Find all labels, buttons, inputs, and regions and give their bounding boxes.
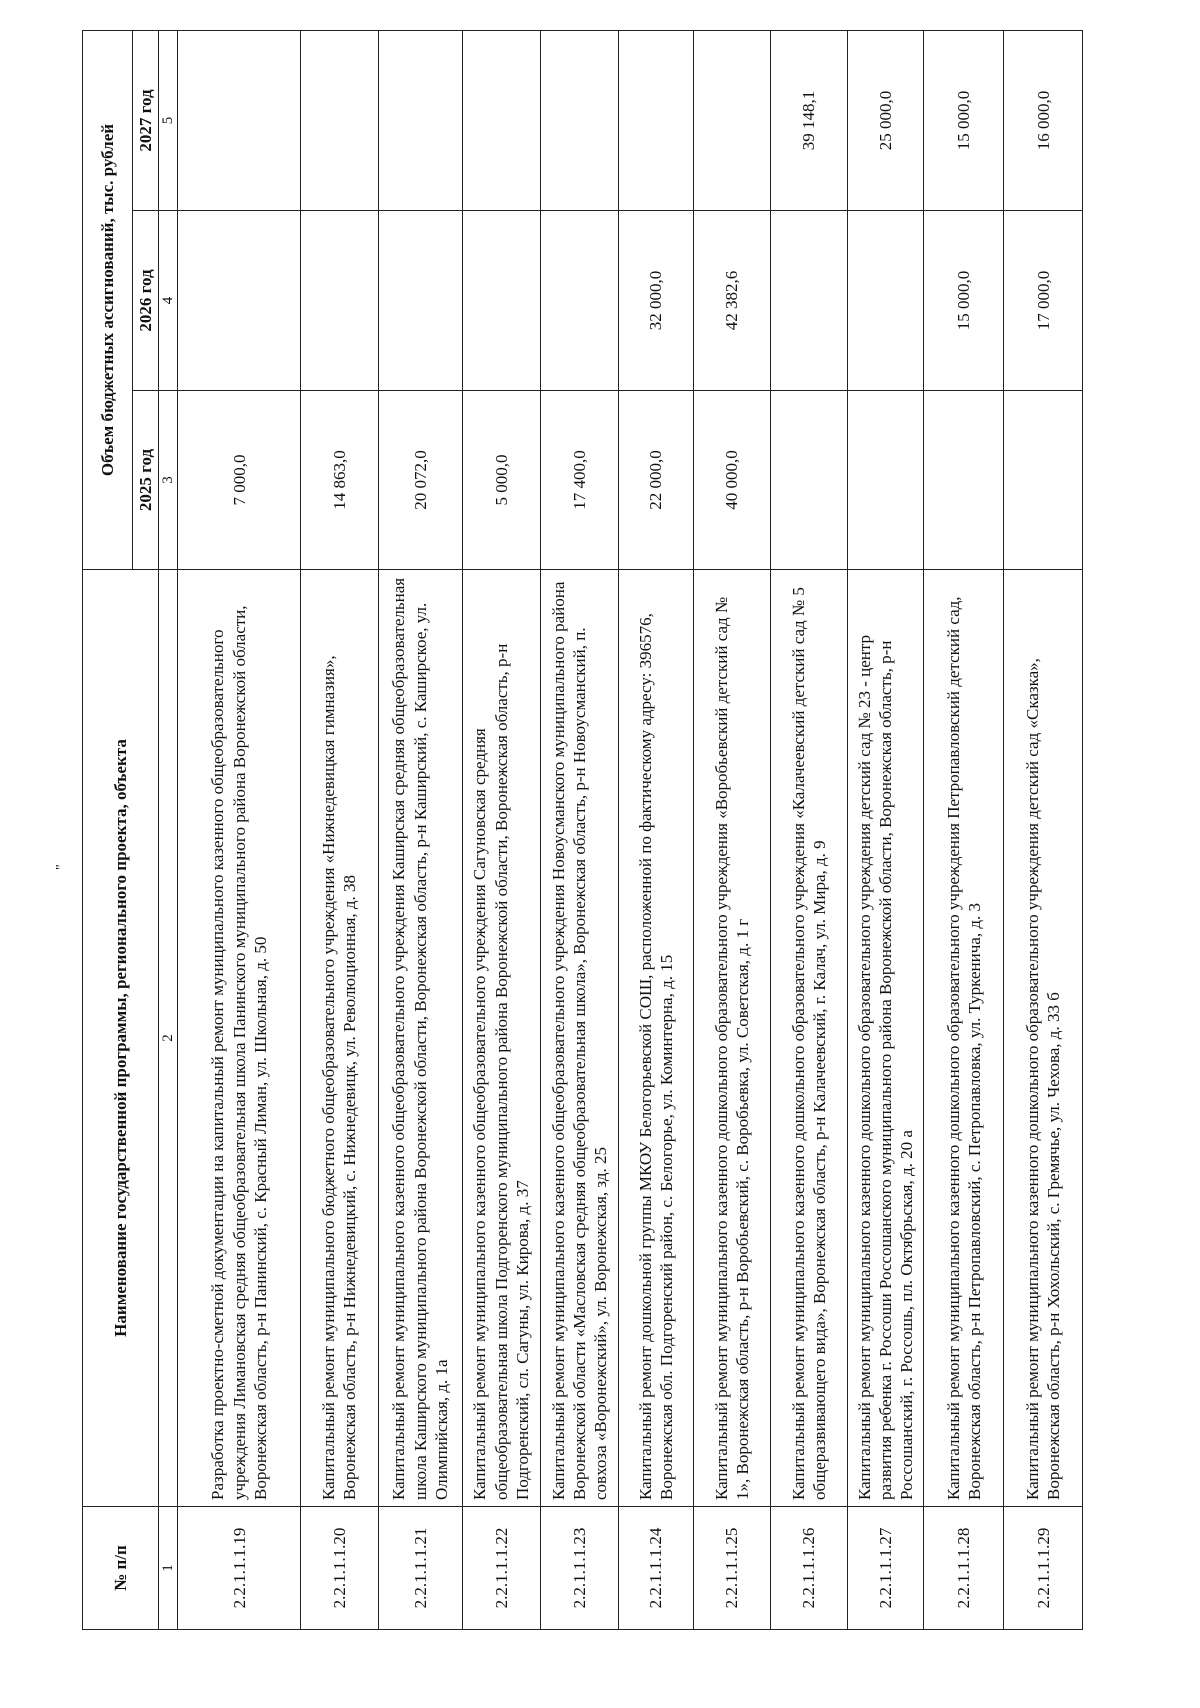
row-value-2026 (378, 211, 462, 391)
row-number: 2.2.1.1.1.22 (462, 1507, 540, 1630)
row-value-2026: 32 000,0 (619, 211, 693, 391)
table-row (924, 31, 1004, 1630)
row-value-2026 (771, 211, 848, 391)
stray-mark: " (54, 864, 69, 870)
table-row (619, 31, 693, 1630)
index-5: 5 (159, 31, 178, 211)
row-value-2025: 20 072,0 (378, 391, 462, 570)
header-year-2026: 2026 год (133, 211, 159, 391)
index-4: 4 (159, 211, 178, 391)
row-value-2025 (771, 391, 848, 570)
table-row (178, 31, 301, 1630)
row-name: Капитальный ремонт муниципального казенного дошкольного образовательного учреждения «Калачеевский детский сад № 5 общеразвивающего вида», Воронежская область, р-н Калачеевский, г. Калач, ул. Мира, д. 9 (771, 570, 848, 1507)
table-row (462, 31, 540, 1630)
row-value-2027 (693, 31, 771, 211)
row-value-2025 (924, 391, 1004, 570)
row-name: Капитальный ремонт муниципального казенного дошкольного образовательного учреждения «Воробьевский детский сад № 1», Воронежская область, р-н Воробьевский, с. Воробьевка, ул. Советская, д. 1 г (693, 570, 771, 1507)
row-number: 2.2.1.1.1.28 (924, 1507, 1004, 1630)
header-name: Наименование государственной программы, регионального проекта, объекта (83, 570, 159, 1507)
row-value-2025 (847, 391, 924, 570)
row-name: Капитальный ремонт муниципального казенного общеобразовательного учреждения Новоусманского муниципального района Воронежской области «Масловская средняя общеобразовательная школа», Воронежская область, р-н Новоусманский, п. совхоза «Воронежский», ул. Воронежская, зд. 25 (540, 570, 619, 1507)
row-value-2027 (462, 31, 540, 211)
row-number: 2.2.1.1.1.20 (301, 1507, 379, 1630)
row-value-2026: 15 000,0 (924, 211, 1004, 391)
table-row (693, 31, 771, 1630)
header-number: № п/п (83, 1507, 159, 1630)
row-value-2027: 25 000,0 (847, 31, 924, 211)
row-value-2027: 15 000,0 (924, 31, 1004, 211)
table-row (847, 31, 924, 1630)
row-number: 2.2.1.1.1.23 (540, 1507, 619, 1630)
row-value-2027 (378, 31, 462, 211)
row-value-2025: 17 400,0 (540, 391, 619, 570)
table-row (1004, 31, 1083, 1630)
row-value-2026 (301, 211, 379, 391)
row-value-2027 (619, 31, 693, 211)
row-number: 2.2.1.1.1.27 (847, 1507, 924, 1630)
row-value-2026 (847, 211, 924, 391)
row-value-2026: 42 382,6 (693, 211, 771, 391)
row-number: 2.2.1.1.1.21 (378, 1507, 462, 1630)
row-name: Капитальный ремонт муниципального казенного общеобразовательного учреждения Сагуновская средняя общеобразовательная школа Подгоренского муниципального района Воронежской области, Воронежская область, р-н Подгоренский, сл. Сагуны, ул. Кирова, д. 37 (462, 570, 540, 1507)
row-value-2026 (540, 211, 619, 391)
row-value-2027 (301, 31, 379, 211)
table-row (301, 31, 379, 1630)
row-number: 2.2.1.1.1.24 (619, 1507, 693, 1630)
row-name: Капитальный ремонт дошкольной группы МКОУ Белогорьевской СОШ, расположенной по фактическому адресу: 396576, Воронежская обл. Подгоренский район, с. Белогорье, ул. Коминтерна, д. 15 (619, 570, 693, 1507)
row-value-2025: 5 000,0 (462, 391, 540, 570)
row-number: 2.2.1.1.1.19 (178, 1507, 301, 1630)
table-row (771, 31, 848, 1630)
row-value-2027: 16 000,0 (1004, 31, 1083, 211)
row-name: Капитальный ремонт муниципального бюджетного общеобразовательного учреждения «Нижнедевицкая гимназия», Воронежская область, р-н Нижнедевицкий, с. Нижнедевицк, ул. Революционная, д. 38 (301, 570, 379, 1507)
row-value-2025: 14 863,0 (301, 391, 379, 570)
table-row (540, 31, 619, 1630)
row-value-2027: 39 148,1 (771, 31, 848, 211)
row-value-2026: 17 000,0 (1004, 211, 1083, 391)
index-3: 3 (159, 391, 178, 570)
header-year-2025: 2025 год (133, 391, 159, 570)
row-value-2026 (178, 211, 301, 391)
row-name: Капитальный ремонт муниципального казенного общеобразовательного учреждения Каширская средняя общеобразовательная школа Каширского муниципального района Воронежской области, Воронежская область, р-н Каширский, с. Каширское, ул. Олимпийская, д. 1а (378, 570, 462, 1507)
index-1: 1 (159, 1507, 178, 1630)
header-year-2027: 2027 год (133, 31, 159, 211)
row-value-2026 (462, 211, 540, 391)
row-value-2027 (178, 31, 301, 211)
row-name: Капитальный ремонт муниципального казенного дошкольного образовательного учреждения Петропавловский детский сад, Воронежская область, р-н Петропавловский, с. Петропавловка, ул. Туркенича, д. 3 (924, 570, 1004, 1507)
row-name: Капитальный ремонт муниципального казенного дошкольного образовательного учреждения детский сад «Сказка», Воронежская область, р-н Хохольский, с. Гремячье, ул. Чехова, д. 33 б (1004, 570, 1083, 1507)
header-budget: Объем бюджетных ассигнований, тыс. рублей (83, 31, 133, 570)
index-2: 2 (159, 570, 178, 1507)
row-name: Капитальный ремонт муниципального казенного дошкольного образовательного учреждения детский сад № 23 - центр развития ребенка г. Россоши Россошанского муниципального района Воронежской области, Воронежская область, р-н Россошанский, г. Россошь, пл. Октябрьская, д. 20 а (847, 570, 924, 1507)
row-value-2025: 22 000,0 (619, 391, 693, 570)
row-value-2025 (1004, 391, 1083, 570)
row-value-2025: 40 000,0 (693, 391, 771, 570)
row-number: 2.2.1.1.1.25 (693, 1507, 771, 1630)
table-row (378, 31, 462, 1630)
row-value-2025: 7 000,0 (178, 391, 301, 570)
budget-table (82, 30, 1083, 1630)
row-number: 2.2.1.1.1.29 (1004, 1507, 1083, 1630)
row-number: 2.2.1.1.1.26 (771, 1507, 848, 1630)
row-name: Разработка проектно-сметной документации на капитальный ремонт муниципального казенного общеобразовательного учреждения Лимановская средняя общеобразовательная школа Панинского муниципального района Воронежской области, Воронежская область, р-н Панинский, с. Красный Лиман, ул. Школьная, д. 50 (178, 570, 301, 1507)
row-value-2027 (540, 31, 619, 211)
